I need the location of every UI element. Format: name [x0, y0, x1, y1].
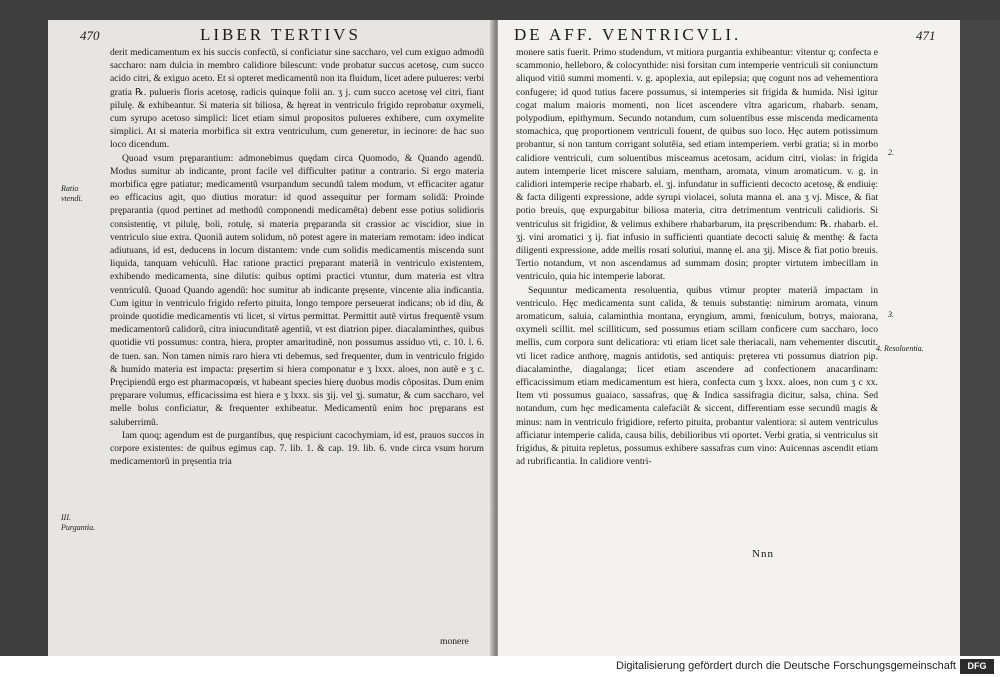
margin-note-3: 3. — [888, 310, 894, 319]
right-paragraph-2: Sequuntur medicamenta resoluentia, quibus vtimur propter materiã impactam in ventriculo. Hęc medicamenta sunt calida, & tenuis substantię: nimirum aromata, vinum aromaticum, saluia, calaminthia montana, eryngium, ammi, fœniculum, botrys, maiorana, oxymeli scillit. mel scilliticum, sed possumus etiam scillam conficere cum saccharo, loco mellis, cum corpora sunt delicatiora: vti etiam licet sale theriacali, nam vehementer discutit. vti licet radice anthorę, magnis antidotis, sed antiquis: pręterea vti possumus diatrion pip. diacalaminthe, diagalanga; licet etiam ascendere ad confectionem anacardinam: efficacissimum etiam medicamentum est hiera, confecta cum ʒ lxxx. aloes, non cum ʒ c xx. Item vti possumus guaiaco, sassafras, quę & Indica sassifragia dicitur, salsa, china. Sed notandum, cum hęc medicamenta calefaciãt & siccent, differentiam esse secundũ magis & minus: nam in ventriculo frigidiore, referto pituita, probantur valentiora: si autem ventriculus afficiatur intemperie calida, causa bilis, debilioribus vti oportet. Verbi gratia, si ventriculus sit frigidus, & pituita repletus, possumus exhibere sassafras cum vino: Auicennas ascendit etiam ad rubrificantia. In calidiore ventri- — [516, 284, 878, 468]
right-text-block — [516, 46, 878, 469]
margin-note-ratio-vtendi: Ratio vtendi. — [61, 184, 83, 203]
dfg-logo: DFG — [960, 659, 994, 674]
left-running-head: LIBER TERTIVS — [200, 25, 361, 44]
margin-note-purgantia: III. Purgantia. — [61, 513, 96, 532]
margin-note-2: 2. — [888, 148, 894, 157]
left-paragraph-1: derit medicamentum ex his succis confectũ, si conficiatur sine saccharo, vel cum exiguo admodũ saccharo: nam dulcia in membro calidiore bilescunt: vnde probatur succus acetosę, cum succo acido citri, & exiguo aceto. Et si opteret medicamentũ non ita fluidum, licet adere pulueres: verbi gratia ℞. pulueris floris acetosę, radicis quinque folii an. ʒ j. cum succo acetosę vel citri, fiant pilulę. & exhibeantur. Si materia sit biliosa, & hęreat in ventriculo frigido reprobatur oxymeli, cum syrupo acetoso simplici: licet etiam simul propositos pulueres exhibere, cum oxymelite simplici. At si materia morbifica sit extra ventriculum, cum generetur, in iecinore: de hac suo loco dicendum. — [110, 47, 484, 151]
left-text-block — [110, 46, 484, 469]
signature-mark: Nnn — [752, 548, 774, 560]
left-paragraph-3: Iam quoq; agendum est de purgantibus, quę respiciunt cacochymiam, id est, prauos succos in corpore existentes: de quibus egimus cap. 7. lib. 1. & cap. 19. lib. 6. vnde circa vsum horum medicamentorũ in pręsentia tria — [110, 429, 484, 468]
catchword: monere — [440, 636, 469, 647]
scan-edge — [960, 20, 1000, 656]
left-page-number: 470 — [80, 28, 100, 43]
right-page-number: 471 — [916, 28, 936, 43]
right-paragraph-1: monere satis fuerit. Primo studendum, vt mitiora purgantia exhibeantur: vitentur q; confecta e scammonio, helleboro, & colocynthide: nisi forsitan cum intemperie ventriculi sit coniunctum aliquod vitiũ summi momenti. v. g. apoplexia, aut epilepsia; quę cogunt nos ad vehementiora confugere; id quod tutius facere possumus, si intemperies sit frigida & humida. Nisi igitur cogat malum maioris momenti, non licet ascendere vltra agaricum, rhabarb. senam, polypodium, epithymum. Secundo notandum, cum soluentibus esse miscenda medicamenta stomachica, quę proportionem ventriculi fouent, de quibus suo loco. Hęc autem potissimum probantur, si non tantum corrigant solutẽia, sed etiam intemperiem. verbi gratia; si in morbo calidiore ventriculi, cum soluentibus misceamus acetosam, acidum citri, violas: in frigida autem intemperie licet miscere saluiam, mentham, aromata, vinum aromaticum. v. g. in calidiori intemperie recipe rhabarb. el. ʒj. infundatur in sufficienti decocto acetosę, & endiuię: & facta diligenti expressione, adde syrupi violacei, soluta manna el. ana ʒ vj. Misce, & fiat potio breuis, quę expurgabitur biliosa materia, citra detrimentum ventriculi calidioris. Si ventriculus sit frigidior, & velimus exhibere rhabarbarum, ita pręscribendum: ℞. rhabarb. el. ʒj. vini aromatici ʒ ij. fiat infusio in sufficienti quantiate decocti saluię & menthę: & facta diligenti expressione, adde mellis rosati solutiui, mannę el. ana ʒij. Misce & fiat potio breuis. Tertio notandum, vt non ascendamus ad summam dosin; propter virtutem imbecillam in ventriculo, quia hic intemperie laborat. — [516, 47, 878, 283]
left-paragraph-2: Quoad vsum pręparantium: admonebimus quędam circa Quomodo, & Quando agendũ. Modus sumitur ab indicante, pront facile vel difficulter patitur a contrario. Si ergo materia morbifica ęgre patiatur; medicamentũ vsurpandum secundũ talem modum, vt efficaciter agatur eo efficacius agit, quo diutius moratur: id quod assequitur per formam solidã: Proinde pręparantia (quod pertinet ad methodũ componendi medicamẽta) debent esse potius solidioris consistentię, vt pilulę, boli, rotulę, si materia pręparanda sit crassior ac viscidior, siue in ventriculo siue extra. Quoniã autem solidum, nõ potest agere in materiam remotam: ideo indicat adiutuans, id est, deducens in locum distantem: vnde cum solidis medicamentis miscenda sunt liquida, tanquam vehiculũ. Hac ratione practici pręparant materiã in ventriculo existentem, exhibendo medicamenta, sine dilutis: quibus optimi practici vtuntur, dum materia est vltra ventriculũ. Quoad Quando agendũ: hoc sumitur ab indicante pręsente, vincente alia indicantia. Cum igitur in ventriculo frigido referto pituita, longo tempore perseuerat indicans; ob id diu, & proinde quotidie medicamentis vti licet, si virtus permittat. Permittit autẽ virtus frequentẽ vsum medicamentorũ calidorũ, citra iniucunditatẽ agentiũ, vt est diatrion piper. diacalaminthes, quibus quotidie vti possumus: contra, hiera, propter amaritudinẽ, non possumus assiduo vti, c. 10. l. 6. de tuen. san. Non tamen nimis raro hiera vti debemus, sed frequenter, dum in ventriculo frigido & humido materia est impacta: pręsertim si hiera componatur e ʒ lxxx. aloes, non autẽ e ʒ c. Pręcipiendũ ergo est pharmacopœis, vt habeant species hierę duobus modis cõpositas. Dum enim pręparare volumus, efficacissima est hiera e ʒ lxxx. sis ʒij. vel ʒj. sumatur, & cum saccharo, vel melle bolus conficiatur, & frequenter exhibeatur. Medicamentũ enim hoc pręparans est saluberrimũ. — [110, 152, 484, 428]
footer-credit: Digitalisierung gefördert durch die Deutsche Forschungsgemeinschaft — [616, 660, 956, 672]
right-running-head: DE AFF. VENTRICVLI. — [514, 25, 742, 44]
left-page — [48, 20, 496, 656]
right-page — [498, 20, 960, 656]
footer-bar — [0, 656, 1000, 677]
margin-note-resoluentia: 4. Resoluentia. — [876, 344, 924, 353]
